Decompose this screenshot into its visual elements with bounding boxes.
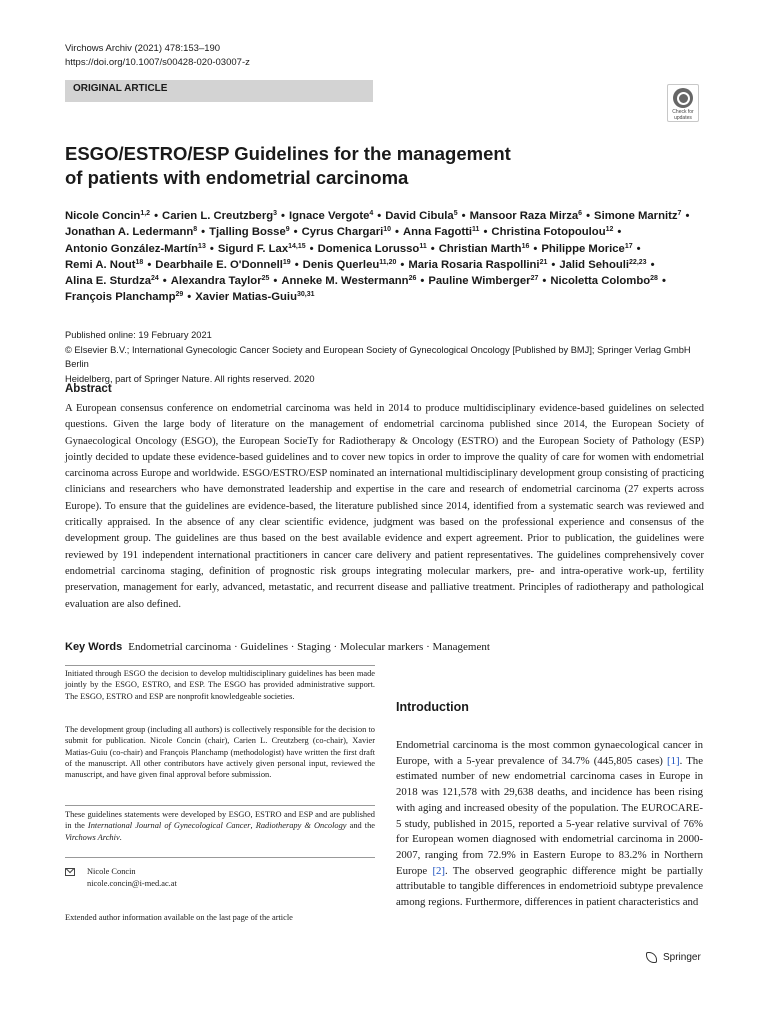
- check-for-updates-icon: [673, 88, 693, 108]
- author-name[interactable]: Christina Fotopoulou: [491, 226, 606, 239]
- check-for-updates-badge[interactable]: [667, 84, 699, 122]
- author-affiliation: 24: [151, 275, 159, 283]
- author-name[interactable]: David Cibula: [385, 210, 454, 222]
- author-affiliation: 9: [285, 226, 290, 234]
- article-type-banner: ORIGINAL ARTICLE: [65, 80, 373, 102]
- author-name[interactable]: Pauline Wimberger: [428, 275, 531, 288]
- author-name[interactable]: Nicole Concin: [65, 210, 141, 222]
- author-name[interactable]: Denis Querleu: [302, 258, 380, 271]
- author-name[interactable]: François Planchamp: [65, 291, 176, 304]
- author-affiliation: 5: [453, 210, 458, 217]
- author-affiliation: 13: [198, 242, 206, 250]
- author-separator: •: [661, 275, 666, 288]
- contact-email[interactable]: nicole.concin@i-med.ac.at: [87, 879, 177, 888]
- abstract-text: A European consensus conference on endometrial carcinoma was held in 2014 to produce multidisciplinary evidence-based guidelines on selected questions. Given the large body of literature on the management of endometrial carcinoma published since 2014, the European Society of Gynaecological Oncology (ESGO), the European SocieTy for Radiotherapy & Oncology (ESTRO) and the European Society of Pathology (ESP) jointly decided to update these evidence-based guidelines and to cover new topics in order to improve the quality of care for women with endometrial carcinoma across Europe and worldwide. ESGO/ESTRO/ESP nominated an international multidisciplinary development group consisting of practicing clinicians and researchers who have demonstrated leadership and expertise in the care and research of endometrial carcinoma (27 experts across Europe). To ensure that the guidelines are evidence-based, the literature published since 2014, identified from a systematic search was reviewed and critically appraised. In the absence of any clear scientific evidence, judgment was based on the professional experience and consensus of the development group. The guidelines are thus based on the best available evidence and expert agreement. Prior to publication, the guidelines were reviewed by 191 independent international practitioners in cancer care delivery and patient representatives. The guidelines comprehensively cover endometrial carcinoma staging, definition of prognostic risk groups integrating molecular markers, pre- and intra-operative work-up, fertility preservation, management for early, advanced, metastatic, and recurrent disease and palliative treatment. Principles of radiotherapy and pathological evaluation are also defined.: [65, 403, 704, 610]
- author-separator: •: [551, 258, 556, 271]
- keywords: [65, 641, 715, 653]
- author-affiliation: 12: [605, 226, 614, 234]
- author-separator: •: [395, 226, 399, 239]
- author-separator: •: [294, 258, 299, 271]
- author-name[interactable]: Tjalling Bosse: [209, 226, 286, 239]
- abstract-heading: Abstract: [65, 383, 112, 395]
- author-name[interactable]: Jonathan A. Ledermann: [65, 226, 194, 239]
- author-separator: •: [209, 242, 214, 255]
- author-separator: •: [154, 210, 159, 222]
- introduction-text: Endometrial carcinoma is the most common gynaecological cancer in Europe, with a 5-year prevalence of 34.7% (445,805 cases) [1]. The estimated number of new endometrial carcinoma cases in Europe in 2018 was 121,578 with 29,638 deaths, and incidence has been rising with aging and increased obesity of the population. The EUROCARE-5 study, published in 2015, reported a 5-year relative survival of 76% for European women diagnosed with endometrial carcinoma in 2000-2007, ranging from 72.9% in Eastern Europe to 83.2% in Northern Europe [2]. The observed geographic difference might be partially attributable to tangible differences in endometrioid subtype prevalence among regions. Furthermore, differences in patient characteristics and: [396, 739, 703, 909]
- author-affiliation: 22,23: [629, 258, 647, 266]
- author-affiliation: 4: [369, 210, 374, 217]
- author-name[interactable]: Anna Fagotti: [403, 226, 473, 239]
- author-name[interactable]: Ignace Vergote: [289, 210, 370, 222]
- footnote-initiated: Initiated through ESGO the decision to develop multidisciplinary guidelines has been made jointly by the ESGO, ESTRO, and ESP. The ESGO has provided administrative support. The ESGO, ESTRO and ESP are nonprofit knowledgeable societies.: [65, 669, 375, 701]
- author-affiliation: 11,20: [379, 258, 397, 266]
- author-separator: •: [650, 258, 655, 271]
- journal-radiotherapy: Radiotherapy & Oncology: [255, 821, 347, 831]
- author-name[interactable]: Philippe Morice: [541, 242, 625, 255]
- published-date: Published online: 19 February 2021: [65, 330, 212, 340]
- author-separator: •: [685, 210, 690, 222]
- title-line-2: of patients with endometrial carcinoma: [65, 167, 409, 188]
- author-affiliation: 8: [193, 226, 198, 234]
- author-name[interactable]: Alina E. Sturdza: [65, 275, 151, 288]
- journal-virchows: Virchows Archiv: [65, 832, 120, 842]
- springer-horse-icon: [646, 952, 657, 963]
- author-separator: •: [461, 210, 466, 222]
- author-affiliation: 11: [419, 242, 427, 250]
- envelope-icon: [65, 868, 75, 876]
- author-affiliation: 17: [624, 242, 633, 250]
- footnote-development-group: The development group (including all authors) is collectively responsible for the decision to submit for publication. Nicole Concin (chair), Carien L. Creutzberg (co-chair), Xavier Matias-Guiu (co-chair) and François Planchamp (methodologist) have written the first draft of the manuscript. All other contributors have actively given personal input, reviewed the manuscript, and have given final approval before submission.: [65, 725, 375, 780]
- author-separator: •: [201, 226, 206, 239]
- author-affiliation: 11: [472, 226, 480, 234]
- author-affiliation: 7: [677, 210, 682, 217]
- author-separator: •: [533, 242, 538, 255]
- journal-header: [65, 42, 250, 70]
- author-name[interactable]: Sigurd F. Lax: [217, 242, 289, 255]
- author-affiliation: 3: [273, 210, 278, 217]
- doi-link[interactable]: https://doi.org/10.1007/s00428-020-03007-z: [65, 57, 250, 68]
- author-separator: •: [617, 226, 622, 239]
- check-label-1: Check for: [672, 109, 694, 115]
- publication-info: [65, 328, 715, 386]
- author-affiliation: 14,15: [288, 242, 306, 250]
- author-line: [65, 224, 725, 240]
- author-name[interactable]: Jalid Sehouli: [559, 258, 630, 271]
- publisher-logo: [646, 952, 701, 963]
- author-separator: •: [483, 226, 488, 239]
- author-affiliation: 19: [282, 258, 291, 266]
- author-name[interactable]: Anneke M. Westermann: [281, 275, 409, 288]
- corresponding-author: [65, 866, 177, 890]
- author-name[interactable]: Christian Marth: [438, 242, 522, 255]
- divider: [65, 665, 375, 666]
- author-separator: •: [377, 210, 382, 222]
- copyright-1: © Elsevier B.V.; International Gynecologic Cancer Society and European Society of Gynecological Oncology [Published by BMJ]; Springer Verlag GmbH Berlin: [65, 344, 691, 369]
- author-name[interactable]: Alexandra Taylor: [170, 275, 262, 288]
- author-affiliation: 28: [650, 275, 658, 283]
- publisher-name: Springer: [663, 952, 701, 963]
- author-name[interactable]: Nicoletta Colombo: [550, 275, 651, 288]
- journal-ijgc: International Journal of Gynecological Cancer: [87, 821, 251, 831]
- author-line: [65, 257, 725, 273]
- author-affiliation: 21: [539, 258, 548, 266]
- author-separator: •: [400, 258, 405, 271]
- check-label-2: updates: [674, 114, 692, 121]
- contact-name: Nicole Concin: [87, 867, 136, 876]
- author-separator: •: [636, 242, 641, 255]
- author-line: [65, 208, 725, 224]
- article-title: [65, 142, 665, 190]
- reference-2-link[interactable]: [2]: [432, 864, 446, 877]
- extended-author-info: Extended author information available on the last page of the article: [65, 913, 293, 922]
- author-separator: •: [420, 275, 425, 288]
- author-name[interactable]: Dearbhaile E. O'Donnell: [155, 258, 283, 271]
- author-separator: •: [430, 242, 435, 255]
- author-line: [65, 289, 725, 305]
- author-separator: •: [586, 210, 591, 222]
- author-separator: •: [293, 226, 298, 239]
- author-name[interactable]: Remi A. Nout: [65, 258, 136, 271]
- author-affiliation: 16: [521, 242, 530, 250]
- title-line-1: ESGO/ESTRO/ESP Guidelines for the management: [65, 143, 511, 164]
- author-separator: •: [162, 275, 167, 288]
- author-separator: •: [309, 242, 314, 255]
- author-separator: •: [147, 258, 152, 271]
- author-affiliation: 26: [408, 275, 417, 283]
- keywords-label: Key Words: [65, 641, 123, 653]
- reference-1-link[interactable]: [1]: [667, 754, 680, 767]
- author-name[interactable]: Domenica Lorusso: [317, 242, 420, 255]
- author-name[interactable]: Maria Rosaria Raspollini: [408, 258, 540, 271]
- author-name[interactable]: Cyrus Chargari: [301, 226, 384, 239]
- author-separator: •: [187, 291, 192, 304]
- author-name[interactable]: Carien L. Creutzberg: [162, 210, 274, 222]
- author-affiliation: 1,2: [140, 210, 151, 217]
- author-separator: •: [273, 275, 278, 288]
- author-separator: •: [542, 275, 547, 288]
- author-name[interactable]: Mansoor Raza Mirza: [469, 210, 579, 222]
- author-name[interactable]: Simone Marnitz: [594, 210, 678, 222]
- copyright-2: Heidelberg, part of Springer Nature. All rights reserved. 2020: [65, 373, 315, 384]
- author-name[interactable]: Xavier Matias-Guiu: [195, 291, 297, 304]
- author-list: [65, 208, 725, 306]
- author-line: [65, 273, 725, 289]
- author-affiliation: 29: [175, 291, 184, 299]
- author-affiliation: 10: [383, 226, 392, 234]
- divider: [65, 857, 375, 858]
- author-line: [65, 241, 725, 257]
- keywords-list: Endometrial carcinoma · Guidelines · Staging · Molecular markers · Management: [128, 641, 490, 653]
- introduction-heading: Introduction: [396, 700, 469, 714]
- journal-citation: Virchows Archiv (2021) 478:153–190: [65, 43, 221, 54]
- author-affiliation: 6: [578, 210, 583, 217]
- author-affiliation: 18: [135, 258, 144, 266]
- author-affiliation: 25: [261, 275, 270, 283]
- divider: [65, 805, 375, 806]
- author-affiliation: 27: [530, 275, 539, 283]
- author-separator: •: [281, 210, 286, 222]
- author-name[interactable]: Antonio González-Martín: [65, 242, 199, 255]
- footnote-statements: These guidelines statements were developed by ESGO, ESTRO and ESP and are published in the International Journal of Gynecological Cancer, Radiotherapy & Oncology and the Virchows Archiv.: [65, 810, 376, 842]
- author-affiliation: 30,31: [296, 291, 315, 299]
